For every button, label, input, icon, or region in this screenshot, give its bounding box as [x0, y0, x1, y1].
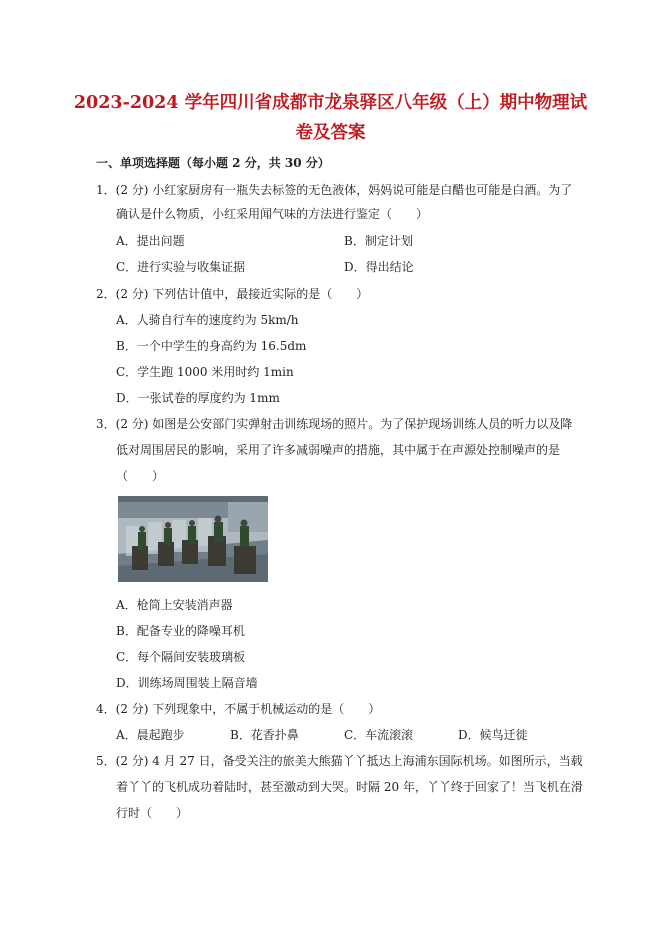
question-3-line-3: （ ）	[116, 469, 165, 483]
question-4-option-a: A．晨起跑步	[116, 728, 185, 742]
question-2-option-a: A．人骑自行车的速度约为 5km/h	[116, 313, 299, 327]
question-3-option-b: B．配备专业的降噪耳机	[116, 624, 245, 638]
question-3-option-a: A．枪筒上安装消声器	[116, 598, 233, 612]
question-5-line-2: 着丫丫的飞机成功着陆时，甚至激动到大哭。时隔 20 年，丫丫终于回家了！当飞机在滑	[116, 780, 583, 794]
question-3-option-d: D．训练场周围装上隔音墙	[116, 676, 258, 690]
question-1-option-b: B．制定计划	[344, 234, 413, 248]
question-3-option-c: C．每个隔间安装玻璃板	[116, 650, 246, 664]
question-5-line-3: 行时（ ）	[116, 806, 189, 820]
question-5-line-1: 5．(2 分) 4 月 27 日，备受关注的旅美大熊猫丫丫抵达上海浦东国际机场。如图所示，当载	[96, 754, 583, 768]
question-1-option-c: C．进行实验与收集证据	[116, 260, 246, 274]
question-1-line-1: 1．(2 分) 小红家厨房有一瓶失去标签的无色液体，妈妈说可能是白醋也可能是白酒。为了	[96, 183, 573, 197]
question-4-option-b: B．花香扑鼻	[230, 728, 299, 742]
question-2-option-c: C．学生跑 1000 米用时约 1min	[116, 365, 294, 379]
question-3-line-1: 3．(2 分) 如图是公安部门实弹射击训练现场的照片。为了保护现场训练人员的听力以及降	[96, 417, 573, 431]
document-title-line2: 卷及答案	[295, 123, 366, 143]
question-2-option-b: B．一个中学生的身高约为 16.5dm	[116, 339, 307, 353]
question-4-option-d: D．候鸟迁徙	[458, 728, 528, 742]
question-1-line-2: 确认是什么物质，小红采用闻气味的方法进行鉴定（ ）	[116, 207, 429, 221]
question-1-option-a: A．提出问题	[116, 234, 185, 248]
question-4-option-c: C．车流滚滚	[344, 728, 414, 742]
question-3-line-2: 低对周围居民的影响，采用了许多减弱噪声的措施，其中属于在声源处控制噪声的是	[116, 443, 561, 457]
question-2-line-1: 2．(2 分) 下列估计值中，最接近实际的是（ ）	[96, 287, 369, 301]
shooting-range-photo	[118, 496, 268, 582]
question-1-option-d: D．得出结论	[344, 260, 414, 274]
document-title-line1: 2023-2024 学年四川省成都市龙泉驿区八年级（上）期中物理试	[73, 93, 588, 113]
question-2-option-d: D．一张试卷的厚度约为 1mm	[116, 391, 280, 405]
question-4-line-1: 4．(2 分) 下列现象中，不属于机械运动的是（ ）	[96, 702, 381, 716]
section-heading: 一、单项选择题（每小题 2 分，共 30 分）	[96, 156, 330, 170]
